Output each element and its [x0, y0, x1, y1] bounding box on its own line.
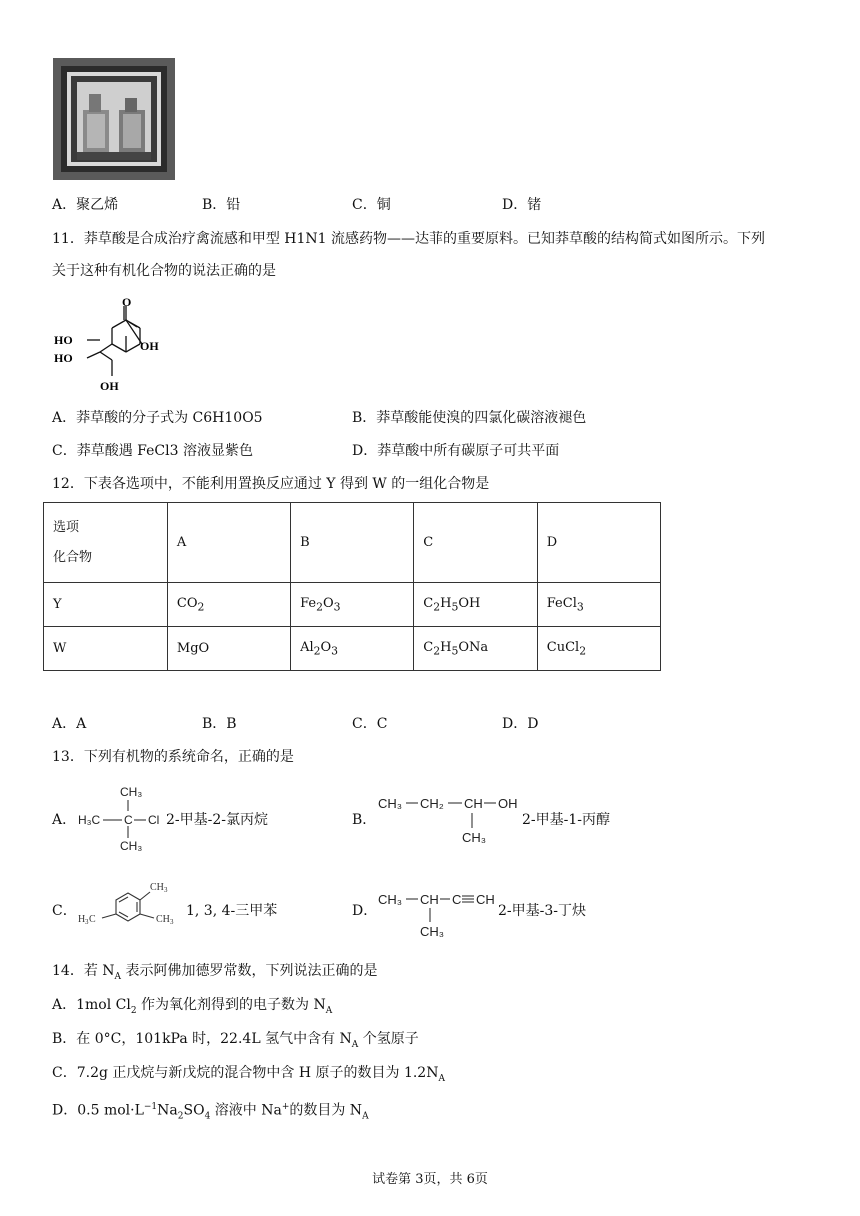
header-label-option: 选项: [53, 519, 80, 535]
q10-option-c: C．铜: [352, 197, 391, 213]
cell-w-a: MgO: [167, 627, 290, 671]
q13-c-structure: [76, 876, 188, 932]
q14-option-d: D．0.5 $mol\cdot L^{-1}Na_2SO_4$ 溶液中 Na+的数目为 $N_A$: [52, 1102, 369, 1122]
header-label-compound: 化合物: [53, 549, 93, 565]
q14-option-b: B．在 0°C，101kPa 时，22.4L 氢气中含有 $N_A$ 个氢原子: [52, 1031, 419, 1050]
q14-stem: 14．若 $N_A$ 表示阿佛加德罗常数，下列说法正确的是: [52, 963, 378, 982]
row-label-y: Y: [44, 583, 168, 627]
q13-b-structure: [378, 790, 526, 850]
q13-option-c-letter: C．: [52, 903, 77, 919]
cell-y-a: $CO_2$: [167, 583, 290, 627]
cell-y-b: $Fe_2O_3$: [291, 583, 414, 627]
q12-option-d: D．D: [502, 716, 539, 732]
header-cell-a: A: [167, 503, 290, 583]
q13-option-a-letter: A．: [52, 812, 77, 828]
q12-option-c: C．C: [352, 716, 388, 732]
q12-option-b: B．B: [202, 716, 237, 732]
q10-option-b: B．铅: [202, 197, 241, 213]
q13-d-structure: [378, 886, 502, 942]
q11-option-c: C．莽草酸遇 FeCl3 溶液显紫色: [52, 443, 253, 459]
hydroxy-label-3: OH: [100, 379, 119, 393]
acid-oh-label: OH: [140, 339, 159, 353]
q10-option-d: D．锗: [502, 197, 542, 213]
svg-text:CH₃: CH₃: [378, 892, 403, 907]
q13-option-d-letter: D．: [352, 903, 378, 919]
q11-stem-line1: 11．莽草酸是合成治疗禽流感和甲型 H1N1 流感药物——达菲的重要原料。已知莽草酸的结构简式如图所示。下列: [52, 231, 765, 247]
svg-text:Cl: Cl: [148, 813, 160, 827]
svg-text:CH: CH: [476, 892, 495, 907]
q13-option-d-name: 2-甲基-3-丁炔: [498, 903, 587, 919]
svg-text:CH: CH: [150, 882, 164, 893]
carbonyl-o-label: O: [122, 295, 132, 309]
header-cell-c: C: [414, 503, 537, 583]
q13-stem: 13．下列有机物的系统命名，正确的是: [52, 749, 294, 765]
cell-w-b: $Al_2O_3$: [291, 627, 414, 671]
q11-option-a: A．莽草酸的分子式为 C6H10O5: [52, 410, 263, 426]
svg-text:H: H: [78, 914, 86, 925]
q13-a-structure: [76, 782, 176, 854]
cell-w-d: CuCl$_2$: [537, 627, 660, 671]
svg-text:C: C: [124, 813, 133, 827]
svg-text:CH₃: CH₃: [462, 830, 487, 845]
svg-text:3: 3: [164, 886, 168, 894]
shikimic-acid-structure: [52, 294, 182, 394]
svg-text:CH: CH: [420, 892, 439, 907]
header-cell-d: D: [537, 503, 660, 583]
row-label-w: W: [44, 627, 168, 671]
q13-option-b-name: 2-甲基-1-丙醇: [522, 812, 611, 828]
cell-y-c: $C_2H_5OH$: [414, 583, 537, 627]
q14-option-c: C．7.2g 正戊烷与新戊烷的混合物中含 H 原子的数目为 $1.2N_A$: [52, 1065, 445, 1084]
svg-text:3: 3: [85, 918, 89, 926]
table-row: [44, 583, 661, 627]
q12-stem: 12．下表各选项中，不能利用置换反应通过 Y 得到 W 的一组化合物是: [52, 476, 490, 492]
svg-text:C: C: [89, 914, 96, 925]
q11-option-b: B．莽草酸能使溴的四氯化碳溶液褪色: [352, 410, 587, 426]
svg-text:CH₂: CH₂: [420, 796, 444, 811]
svg-text:CH₃: CH₃: [120, 785, 143, 799]
header-cell-b: B: [291, 503, 414, 583]
q12-option-a: A．A: [52, 716, 87, 732]
svg-text:OH: OH: [498, 796, 518, 811]
q14-option-a: A．1mol $Cl_2$ 作为氧化剂得到的电子数为 $N_A$: [52, 997, 333, 1016]
q13-option-a-name: 2-甲基-2-氯丙烷: [166, 812, 269, 828]
svg-text:CH: CH: [156, 914, 170, 925]
hydroxy-label-1: HO: [54, 333, 73, 347]
svg-text:CH: CH: [464, 796, 483, 811]
svg-text:H₃C: H₃C: [78, 813, 101, 827]
header-cell-label: [44, 503, 168, 583]
q12-table: [43, 502, 661, 671]
hydroxy-label-2: HO: [54, 351, 73, 365]
metal-block-photo: [53, 58, 175, 180]
cell-y-d: FeCl$_3$: [537, 583, 660, 627]
svg-text:C: C: [452, 892, 462, 907]
q10-option-a: A．聚乙烯: [52, 197, 119, 213]
table-header-row: [44, 503, 661, 583]
svg-text:CH₃: CH₃: [378, 796, 403, 811]
page-footer: 试卷第 3页，共 6页: [372, 1172, 488, 1187]
svg-text:CH₃: CH₃: [120, 839, 143, 853]
q13-option-b-letter: B．: [352, 812, 377, 828]
q11-option-d: D．莽草酸中所有碳原子可共平面: [352, 443, 560, 459]
table-row: [44, 627, 661, 671]
svg-text:3: 3: [170, 918, 174, 926]
cell-w-c: $C_2H_5ONa$: [414, 627, 537, 671]
q13-option-c-name: 1, 3, 4-三甲苯: [186, 903, 278, 919]
q11-stem-line2: 关于这种有机化合物的说法正确的是: [52, 263, 276, 279]
svg-text:CH₃: CH₃: [420, 924, 445, 939]
